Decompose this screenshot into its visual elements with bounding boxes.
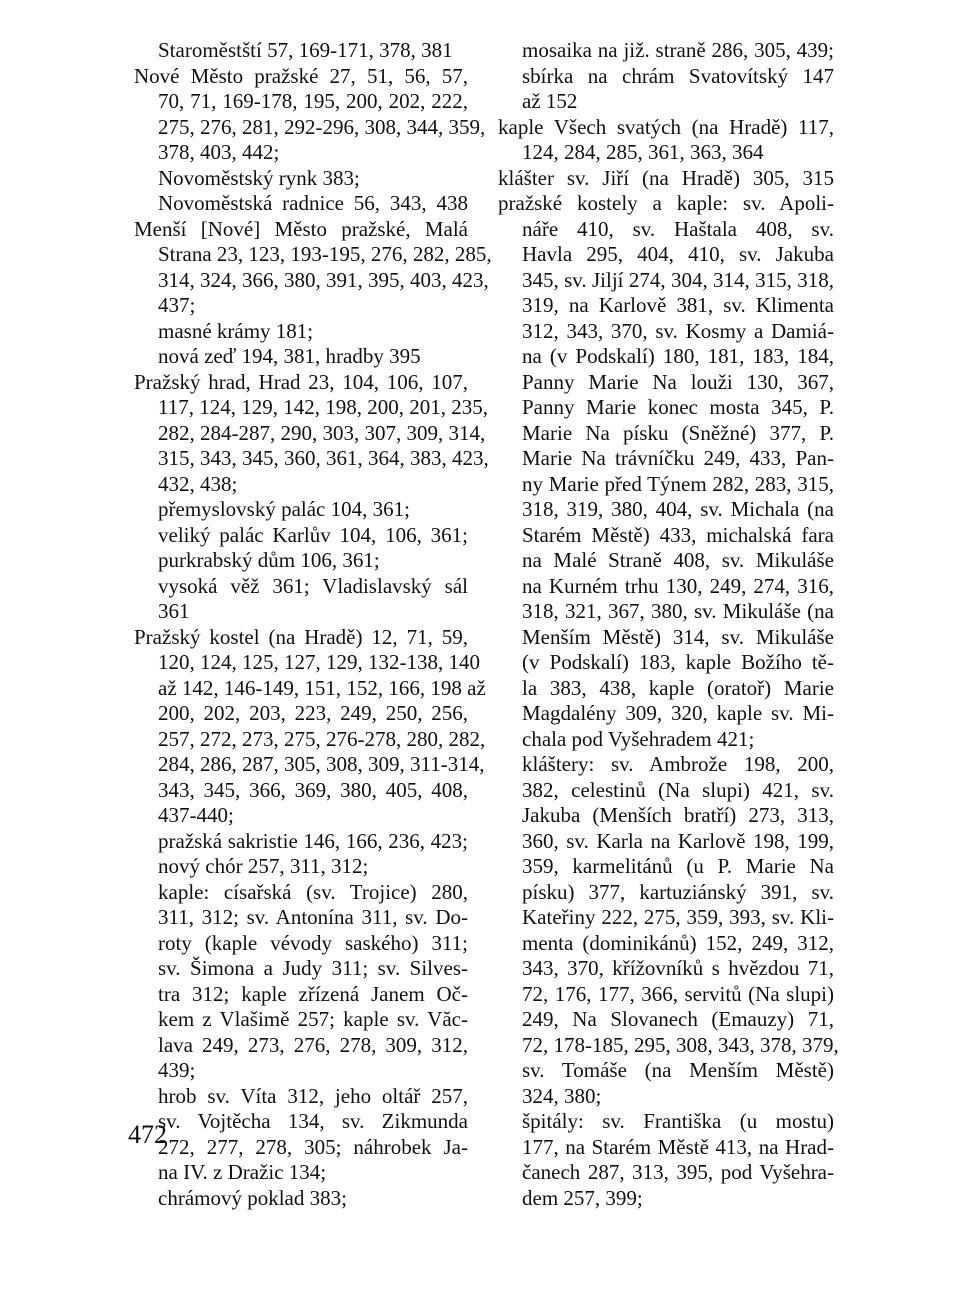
index-entry-line: klášter sv. Jiří (na Hradě) 305, 315 bbox=[498, 165, 834, 190]
index-entry-line: 343, 345, 366, 369, 380, 405, 408, bbox=[158, 777, 468, 802]
index-entry-line: špitály: sv. Františka (u mostu) bbox=[522, 1109, 834, 1133]
index-entry-line: tra 312; kaple zřízená Janem Oč- bbox=[158, 981, 468, 1006]
index-entry-line: Magdalény 309, 320, kaple sv. Mi- bbox=[522, 701, 834, 725]
index-entry-line: 319, na Karlově 381, sv. Klimenta bbox=[522, 293, 834, 317]
index-entry-line: sv. Šimona a Judy 311; sv. Silves- bbox=[158, 956, 468, 980]
index-entry-line: 284, 286, 287, 305, 308, 309, 311-314, bbox=[158, 752, 485, 776]
index-entry-line: 378, 403, 442; bbox=[158, 140, 280, 164]
index-entry-line: Novoměstský rynk 383; bbox=[158, 165, 360, 190]
index-entry-line: veliký palác Karlův 104, 106, 361; bbox=[158, 522, 468, 547]
index-entry-line: Nové Město pražské 27, 51, 56, 57, bbox=[134, 63, 468, 88]
index-entry-line: 200, 202, 203, 223, 249, 250, 256, bbox=[158, 701, 468, 725]
index-entry-line: lava 249, 273, 276, 278, 309, 312, bbox=[158, 1032, 468, 1057]
index-entry-line: pražská sakristie 146, 166, 236, 423; bbox=[158, 828, 468, 853]
index-entry-line: Panny Marie Na louži 130, 367, bbox=[522, 369, 834, 394]
index-entry-line: Novoměstská radnice 56, 343, 438 bbox=[158, 191, 468, 215]
index-entry-line: Strana 23, 123, 193-195, 276, 282, 285, bbox=[158, 242, 492, 266]
index-entry-line: 360, sv. Karla na Karlově 198, 199, bbox=[522, 828, 834, 853]
page-number: 472 bbox=[128, 1120, 167, 1149]
index-entry-line: 343, 370, křížovníků s hvězdou 71, bbox=[522, 956, 834, 980]
index-entry-line: 72, 176, 177, 366, servitů (Na slupi) bbox=[522, 981, 834, 1006]
index-entry-line: masné krámy 181; bbox=[158, 318, 314, 343]
index-entry-line: 359, karmelitánů (u P. Marie Na bbox=[522, 854, 834, 878]
index-entry-line: Kateřiny 222, 275, 359, 393, sv. Kli- bbox=[522, 905, 834, 929]
index-entry-line: 324, 380; bbox=[522, 1083, 602, 1108]
index-entry-line: vysoká věž 361; Vladislavský sál bbox=[158, 573, 468, 598]
index-entry-line: 437-440; bbox=[158, 803, 234, 827]
index-entry-line: 318, 321, 367, 380, sv. Mikuláše (na bbox=[522, 599, 834, 623]
index-entry-line: Pražský hrad, Hrad 23, 104, 106, 107, bbox=[134, 369, 468, 394]
index-entry-line: 382, celestinů (Na slupi) 421, sv. bbox=[522, 777, 834, 802]
index-entry-line: 314, 324, 366, 380, 391, 395, 403, 423, bbox=[158, 267, 489, 292]
index-entry-line: chrámový poklad 383; bbox=[158, 1185, 347, 1210]
index-entry-line: hrob sv. Víta 312, jeho oltář 257, bbox=[158, 1083, 468, 1108]
index-entry-line: la 383, 438, kaple (oratoř) Marie bbox=[522, 675, 834, 700]
index-entry-line: čanech 287, 313, 395, pod Vyšehra- bbox=[522, 1160, 834, 1184]
index-entry-line: na Kurném trhu 130, 249, 274, 316, bbox=[522, 573, 834, 598]
index-entry-line: 272, 277, 278, 305; náhrobek Ja- bbox=[158, 1134, 468, 1159]
index-entry-line: 315, 343, 345, 360, 361, 364, 383, 423, bbox=[158, 446, 489, 470]
index-entry-line: až 152 bbox=[522, 89, 578, 113]
index-entry-line: 318, 319, 380, 404, sv. Michala (na bbox=[522, 497, 834, 521]
index-entry-line: 257, 272, 273, 275, 276-278, 280, 282, bbox=[158, 726, 486, 751]
index-entry-line: Havla 295, 404, 410, sv. Jakuba bbox=[522, 242, 834, 266]
index-entry-line: 117, 124, 129, 142, 198, 200, 201, 235, bbox=[158, 395, 488, 419]
index-entry-line: chala pod Vyšehradem 421; bbox=[522, 726, 755, 751]
index-entry-line: 249, Na Slovanech (Emauzy) 71, bbox=[522, 1007, 834, 1031]
index-entry-line: 345, sv. Jiljí 274, 304, 314, 315, 318, bbox=[522, 267, 834, 292]
index-entry-line: 72, 178-185, 295, 308, 343, 378, 379, bbox=[522, 1032, 839, 1057]
index-entry-line: Jakuba (Menších bratří) 273, 313, bbox=[522, 803, 834, 827]
index-entry-line: ny Marie před Týnem 282, 283, 315, bbox=[522, 471, 834, 496]
index-entry-line: mosaika na již. straně 286, 305, 439; bbox=[522, 38, 834, 62]
index-entry-line: 275, 276, 281, 292-296, 308, 344, 359, bbox=[158, 114, 486, 139]
index-entry-line: na (v Podskalí) 180, 181, 183, 184, bbox=[522, 344, 834, 368]
index-entry-line: písku) 377, kartuziánský 391, sv. bbox=[522, 879, 834, 904]
index-entry-line: dem 257, 399; bbox=[522, 1185, 643, 1210]
index-entry-line: kaple: císařská (sv. Trojice) 280, bbox=[158, 879, 468, 904]
index-entry-line: Marie Na trávníčku 249, 433, Pan- bbox=[522, 446, 834, 470]
index-column-right bbox=[498, 38, 839, 1211]
index-entry-line: Pražský kostel (na Hradě) 12, 71, 59, bbox=[134, 624, 468, 649]
index-entry-line: 311, 312; sv. Antonína 311, sv. Do- bbox=[158, 905, 468, 929]
index-entry-line: menta (dominikánů) 152, 249, 312, bbox=[522, 930, 834, 955]
index-entry-line: až 142, 146-149, 151, 152, 166, 198 až bbox=[158, 675, 486, 700]
index-entry-line: purkrabský dům 106, 361; bbox=[158, 548, 380, 572]
index-entry-line: Marie Na písku (Sněžné) 377, P. bbox=[522, 420, 834, 445]
index-entry-line: sbírka na chrám Svatovítský 147 bbox=[522, 63, 834, 88]
index-entry-line: roty (kaple vévody saského) 311; bbox=[158, 930, 468, 955]
index-entry-line: nový chór 257, 311, 312; bbox=[158, 854, 369, 878]
index-entry-line: kem z Vlašimě 257; kaple sv. Văc- bbox=[158, 1007, 468, 1031]
index-entry-line: 437; bbox=[158, 293, 196, 317]
index-entry-line: 432, 438; bbox=[158, 471, 238, 496]
index-entry-line: Panny Marie konec mosta 345, P. bbox=[522, 395, 834, 419]
index-entry-line: na IV. z Dražic 134; bbox=[158, 1160, 327, 1184]
index-column-left bbox=[134, 38, 492, 1211]
index-entry-line: Menší [Nové] Město pražské, Malá bbox=[134, 216, 468, 241]
index-entry-line: 282, 284-287, 290, 303, 307, 309, 314, bbox=[158, 420, 486, 445]
index-entry-line: 124, 284, 285, 361, 363, 364 bbox=[522, 140, 764, 164]
index-entry-line: Staroměstští 57, 169-171, 378, 381 bbox=[158, 38, 453, 62]
index-entry-line: pražské kostely a kaple: sv. Apoli- bbox=[498, 191, 834, 215]
index-entry-line: 120, 124, 125, 127, 129, 132-138, 140 bbox=[158, 650, 480, 674]
index-entry-line: 70, 71, 169-178, 195, 200, 202, 222, bbox=[158, 89, 468, 113]
index-entry-line: kaple Všech svatých (na Hradě) 117, bbox=[498, 114, 834, 139]
index-entry-line: 312, 343, 370, sv. Kosmy a Damiá- bbox=[522, 318, 834, 343]
index-entry-line: nová zeď 194, 381, hradby 395 bbox=[158, 344, 421, 368]
index-entry-line: sv. Vojtěcha 134, sv. Zikmunda bbox=[158, 1109, 468, 1133]
index-entry-line: Menším Městě) 314, sv. Mikuláše bbox=[522, 624, 834, 649]
index-entry-line: Starém Městě) 433, michalská fara bbox=[522, 522, 834, 547]
index-entry-line: náře 410, sv. Haštala 408, sv. bbox=[522, 216, 834, 241]
index-entry-line: 177, na Starém Městě 413, na Hrad- bbox=[522, 1134, 834, 1159]
index-entry-line: kláštery: sv. Ambrože 198, 200, bbox=[522, 752, 834, 776]
index-entry-line: 439; bbox=[158, 1058, 196, 1082]
index-entry-line: přemyslovský palác 104, 361; bbox=[158, 497, 410, 521]
index-entry-line: (v Podskalí) 183, kaple Božího tě- bbox=[522, 650, 834, 674]
index-entry-line: sv. Tomáše (na Menším Městě) bbox=[522, 1058, 834, 1082]
index-entry-line: na Malé Straně 408, sv. Mikuláše bbox=[522, 548, 834, 572]
index-entry-line: 361 bbox=[158, 599, 190, 623]
